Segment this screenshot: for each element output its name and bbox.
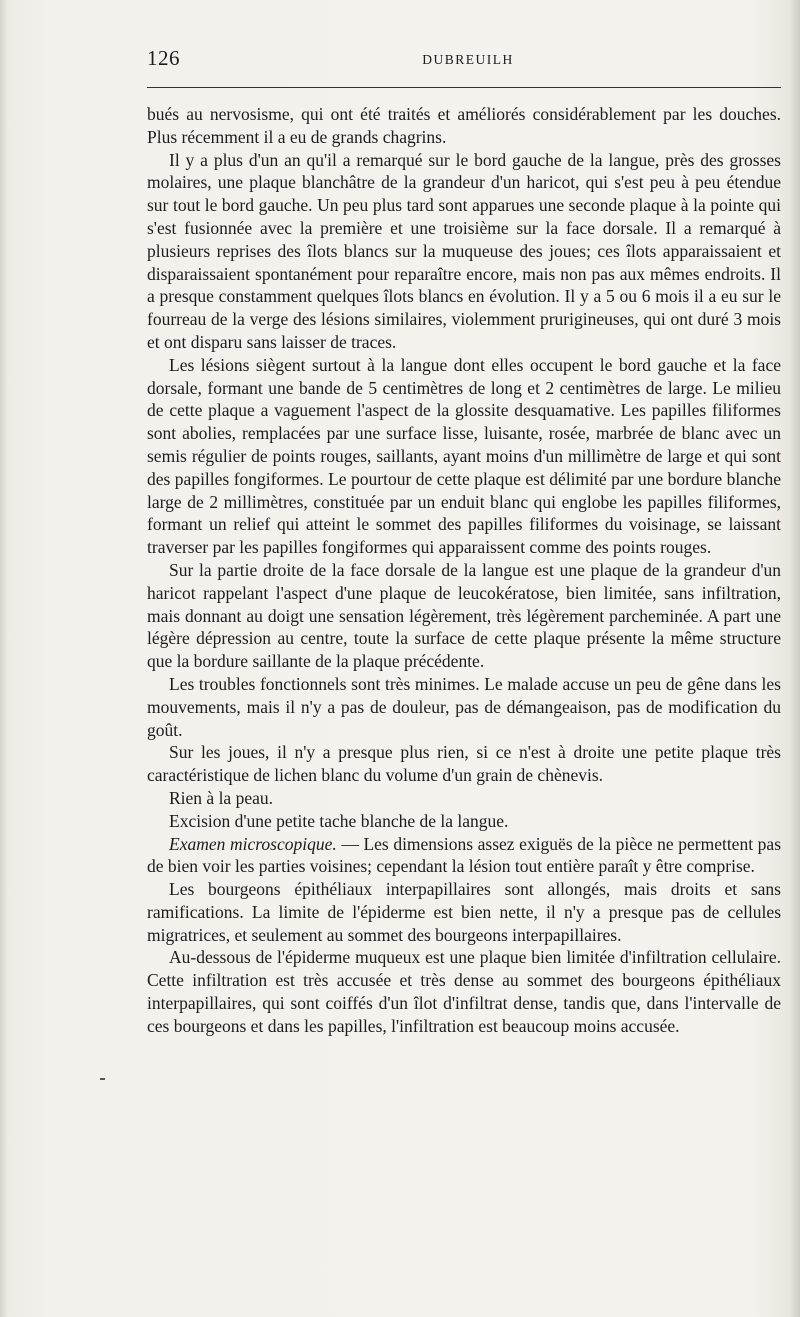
paragraph: Sur les joues, il n'y a presque plus rien, si ce n'est à droite une petite plaque très caractéristique de lichen blanc du volume d'un grain de chènevis. [147,742,781,786]
body-text [147,103,781,1038]
exam-text: — Les dimensions assez exiguës de la pièce ne permettent pas de bien voir les parties voisines; cependant la lésion tout entière paraît y être comprise. [147,833,781,877]
running-head: DUBREUILH [422,52,514,67]
paragraph-exam [147,833,781,879]
paragraph: Il y a plus d'un an qu'il a remarqué sur le bord gauche de la langue, près des grosses molaires, une plaque blanchâtre de la grandeur d'un haricot, qui s'est peu à peu étendue sur tout le bord gauche. Un peu plus tard sont apparues une seconde plaque à la pointe qui s'est fusionnée avec la première et une troisième sur la face dorsale. Il a remarqué à plusieurs reprises des îlots blancs sur la muqueuse des joues; ces îlots apparaissaient et disparaissaient spontanément pour reparaître encore, mais non pas aux mêmes endroits. Il a presque constamment quelques îlots blancs en évolution. Il y a 5 ou 6 mois il a eu sur le fourreau de la verge des lésions similaires, violemment prurigineuses, qui ont duré 3 mois et ont disparu sans laisser de traces. [147,149,781,352]
paragraph: Excision d'une petite tache blanche de la langue. [169,810,509,831]
page-edge-left [0,0,8,1317]
page-header [147,46,781,74]
header-rule [147,87,781,88]
paragraph: Sur la partie droite de la face dorsale de la langue est une plaque de la grandeur d'un haricot rappelant l'aspect d'une plaque de leucokératose, bien limitée, sans infiltration, mais donnant au doigt une sensation légèrement, très légèrement parcheminée. A part une légère dépression au centre, toute la surface de cette plaque présente la même structure que la bordure saillante de la plaque précédente. [147,559,781,672]
paragraph-continuation: bués au nervosisme, qui ont été traités et améliorés considérablement par les douches. Plus récemment il a eu de grands chagrins. [147,104,781,147]
margin-mark [100,1078,105,1080]
paragraph: Les troubles fonctionnels sont très minimes. Le malade accuse un peu de gêne dans les mouvements, mais il n'y a pas de douleur, pas de démangeaison, pas de modification du goût. [147,673,781,740]
paragraph: Au-dessous de l'épiderme muqueux est une plaque bien limitée d'infiltration cellulaire. Cette infiltration est très accusée et très dense au sommet des bourgeons épithéliaux interpapillaires, qui sont coiffés d'un îlot d'infiltrat dense, tandis que, dans l'intervalle de ces bourgeons et dans les papilles, l'infiltration est beaucoup moins accusée. [147,947,781,1036]
paragraph: Rien à la peau. [169,787,273,808]
paragraph: Les lésions siègent surtout à la langue dont elles occupent le bord gauche et la face dorsale, formant une bande de 5 centimètres de long et 2 centimètres de large. Le milieu de cette plaque a vaguement l'aspect de la glossite desquamative. Les papilles filiformes sont abolies, remplacées par une surface lisse, luisante, rosée, marbrée de blanc avec un semis régulier de points rouges, saillants, ayant moins d'un millimètre de large et qui sont des papilles fongiformes. Le pourtour de cette plaque est délimité par une bordure blanche large de 2 millimètres, constituée par un enduit blanc qui englobe les papilles filiformes, formant un relief qui atteint le sommet des papilles filiformes du voisinage, se laissant traverser par les papilles fongiformes qui apparaissent comme des points rouges. [147,354,781,558]
page-number: 126 [147,46,180,70]
exam-heading: Examen microscopique. [169,833,337,854]
paragraph: Les bourgeons épithéliaux interpapillaires sont allongés, mais droits et sans ramifications. La limite de l'épiderme est bien nette, il n'y a presque pas de cellules migratrices, et seulement au sommet des bourgeons interpapillaires. [147,879,781,945]
page-edge-right [790,0,800,1317]
